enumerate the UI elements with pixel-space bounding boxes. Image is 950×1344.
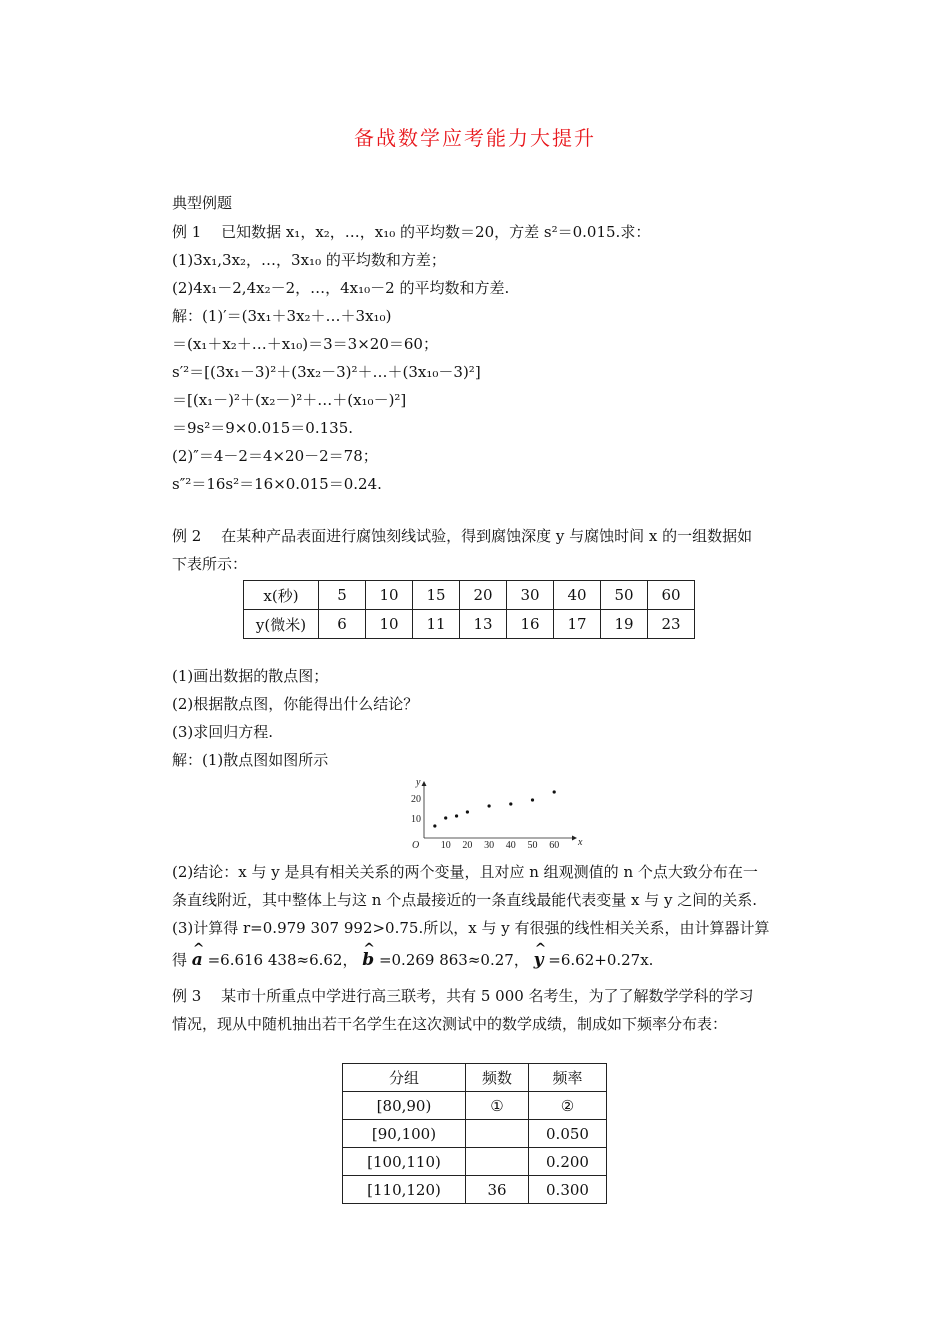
table-cell: 13 (460, 610, 507, 639)
table-cell: 60 (648, 581, 695, 610)
data-point (455, 814, 458, 817)
data-point (509, 802, 512, 805)
x-tick-label: 50 (527, 840, 538, 851)
data-table (243, 580, 695, 639)
ex1-solution-line-5: ＝9s²＝9×0.015＝0.135. (172, 419, 354, 437)
ex1-solution-line-1: 解：(1)′＝(3x₁＋3x₂＋…＋3x₁₀) (172, 307, 392, 325)
b-value: =0.269 863≈0.27， (378, 951, 529, 969)
page-title: 备战数学应考能力大提升 (354, 126, 596, 150)
table-cell: [80,90) (343, 1092, 466, 1120)
data-point (488, 804, 491, 807)
data-point (433, 824, 436, 827)
table-cell: 0.300 (529, 1176, 607, 1204)
table-header-x: x(秒) (244, 581, 319, 610)
table-cell: 17 (554, 610, 601, 639)
y-hat-symbol: ^ y (534, 950, 544, 970)
table-cell: ① (466, 1092, 529, 1120)
table-row-x (244, 581, 695, 610)
table-row-y (244, 610, 695, 639)
x-tick-label: 20 (462, 840, 473, 851)
table-cell: 0.050 (529, 1120, 607, 1148)
table-cell: 6 (319, 610, 366, 639)
x-tick-label: 60 (549, 840, 560, 851)
table-cell (466, 1148, 529, 1176)
ex2-conclusion-line-4 (172, 950, 653, 970)
ex1-part2: (2)4x₁－2,4x₂－2，…，4x₁₀－2 的平均数和方差. (172, 279, 510, 297)
data-point (466, 810, 469, 813)
y-axis-label: y (416, 777, 421, 788)
table-header: 频率 (529, 1064, 607, 1092)
ex2-part3: (3)求回归方程. (172, 723, 274, 741)
ex1-question: 例 1 已知数据 x₁，x₂，…，x₁₀ 的平均数＝20，方差 s²＝0.015.求： (172, 223, 651, 241)
ex2-part2: (2)根据散点图，你能得出什么结论？ (172, 695, 419, 713)
table-cell: 50 (601, 581, 648, 610)
table-cell (466, 1120, 529, 1148)
section-heading: 典型例题 (172, 194, 233, 212)
table-cell: 36 (466, 1176, 529, 1204)
table-cell: ② (529, 1092, 607, 1120)
table-cell: 10 (366, 581, 413, 610)
table-header: 频数 (466, 1064, 529, 1092)
x-tick-label: 40 (505, 840, 516, 851)
ex2-question-line-1: 例 2 在某种产品表面进行腐蚀刻线试验，得到腐蚀深度 y 与腐蚀时间 x 的一组数据如 (172, 527, 753, 545)
a-hat-symbol: ^ a (192, 950, 203, 970)
ex3-question-line-1: 例 3 某市十所重点中学进行高三联考，共有 5 000 名考生，为了了解数学学科的学习 (172, 987, 754, 1005)
table-cell: 5 (319, 581, 366, 610)
x-tick-label: 30 (484, 840, 495, 851)
table-cell: 10 (366, 610, 413, 639)
table-cell: 19 (601, 610, 648, 639)
b-hat-symbol: ^ b (362, 950, 374, 970)
ex2-conclusion-line-3: (3)计算得 r=0.979 307 992>0.75.所以，x 与 y 有很强的线性相关关系，由计算器计算 (172, 919, 770, 937)
ex2-conclusion-line-1: (2)结论：x 与 y 是具有相关关系的两个变量，且对应 n 组观测值的 n 个点大致分布在一 (172, 863, 758, 881)
table-cell: 15 (413, 581, 460, 610)
x-tick-label: 10 (440, 840, 451, 851)
x-axis-arrow (572, 836, 577, 841)
ex1-solution-line-2: ＝(x₁＋x₂＋…＋x₁₀)＝3＝3×20＝60； (172, 335, 438, 353)
table-cell: 11 (413, 610, 460, 639)
ex1-part1: (1)3x₁,3x₂，…，3x₁₀ 的平均数和方差； (172, 251, 446, 269)
prefix-text: 得 (172, 951, 188, 969)
y-axis-arrow (422, 781, 427, 786)
ex2-conclusion-line-2: 条直线附近，其中整体上与这 n 个点最接近的一条直线最能代表变量 x 与 y 之间的关系. (172, 891, 757, 909)
y-value: =6.62+0.27x. (548, 951, 654, 969)
table-cell: 20 (460, 581, 507, 610)
data-point (553, 790, 556, 793)
ex1-solution-line-3: s′²＝[(3x₁－3)²＋(3x₂－3)²＋…＋(3x₁₀－3)²] (172, 363, 481, 381)
table-cell: 23 (648, 610, 695, 639)
origin-label: O (412, 840, 420, 851)
table-row (343, 1092, 607, 1120)
table-cell: [110,120) (343, 1176, 466, 1204)
scatter-plot (402, 776, 582, 852)
ex1-solution-line-7: s″²＝16s²＝16×0.015＝0.24. (172, 475, 382, 493)
x-axis-label: x (578, 837, 583, 848)
data-point (444, 816, 447, 819)
frequency-table (342, 1063, 607, 1204)
table-cell: [100,110) (343, 1148, 466, 1176)
table-cell: 40 (554, 581, 601, 610)
ex1-solution-line-4: ＝[(x₁－)²＋(x₂－)²＋…＋(x₁₀－)²] (172, 391, 407, 409)
ex3-question-line-2: 情况，现从中随机抽出若干名学生在这次测试中的数学成绩，制成如下频率分布表： (172, 1015, 728, 1033)
ex2-part1: (1)画出数据的散点图； (172, 667, 329, 685)
ex1-solution-line-6: (2)″＝4－2＝4×20－2＝78； (172, 447, 378, 465)
y-tick-label: 20 (411, 794, 421, 805)
table-header-row (343, 1064, 607, 1092)
data-point (531, 798, 534, 801)
table-row (343, 1148, 607, 1176)
table-header-y: y(微米) (244, 610, 319, 639)
table-cell: [90,100) (343, 1120, 466, 1148)
table-row (343, 1120, 607, 1148)
table-row (343, 1176, 607, 1204)
table-cell: 0.200 (529, 1148, 607, 1176)
table-cell: 16 (507, 610, 554, 639)
ex2-solution-line-1: 解：(1)散点图如图所示 (172, 751, 329, 769)
table-cell: 30 (507, 581, 554, 610)
y-tick-label: 10 (411, 814, 421, 825)
ex2-question-line-2: 下表所示： (172, 555, 248, 573)
table-header: 分组 (343, 1064, 466, 1092)
a-value: =6.616 438≈6.62， (207, 951, 358, 969)
